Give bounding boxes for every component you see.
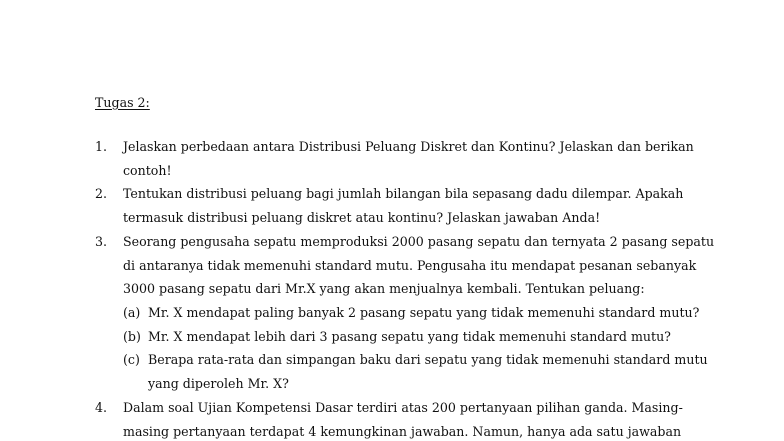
subquestion-text-line: yang diperoleh Mr. X? xyxy=(148,376,289,391)
subquestion-text-line: Mr. X mendapat lebih dari 3 pasang sepatu yang tidak memenuhi standard mutu? xyxy=(148,329,671,344)
subquestion-label: (a) xyxy=(123,305,141,320)
question-text-line: termasuk distribusi peluang diskret atau kontinu? Jelaskan jawaban Anda! xyxy=(123,210,601,225)
question-text-line: contoh! xyxy=(123,163,172,178)
question-text-line: masing pertanyaan terdapat 4 kemungkinan jawaban. Namun, hanya ada satu jawaban xyxy=(123,424,682,439)
question-number: 4. xyxy=(95,400,108,415)
assignment-heading: Tugas 2: xyxy=(95,95,150,110)
question-number: 1. xyxy=(95,139,108,154)
question-text-line: Dalam soal Ujian Kompetensi Dasar terdiri atas 200 pertanyaan pilihan ganda. Masing- xyxy=(123,400,683,415)
subquestion-text-line: Berapa rata-rata dan simpangan baku dari sepatu yang tidak memenuhi standard mutu xyxy=(148,352,708,367)
question-text-line: Seorang pengusaha sepatu memproduksi 2000 pasang sepatu dan ternyata 2 pasang sepatu xyxy=(123,234,715,249)
question-text-line: di antaranya tidak memenuhi standard mutu. Pengusaha itu mendapat pesanan sebanyak xyxy=(123,258,697,273)
question-text-line: Jelaskan perbedaan antara Distribusi Peluang Diskret dan Kontinu? Jelaskan dan berikan xyxy=(123,139,694,154)
subquestion-label: (c) xyxy=(123,352,140,367)
subquestion-text-line: Mr. X mendapat paling banyak 2 pasang sepatu yang tidak memenuhi standard mutu? xyxy=(148,305,700,320)
question-number: 2. xyxy=(95,186,108,201)
question-text-line: Tentukan distribusi peluang bagi jumlah bilangan bila sepasang dadu dilempar. Apakah xyxy=(123,186,684,201)
question-number: 3. xyxy=(95,234,108,249)
question-text-line: 3000 pasang sepatu dari Mr.X yang akan menjualnya kembali. Tentukan peluang: xyxy=(123,281,645,296)
subquestion-label: (b) xyxy=(123,329,141,344)
